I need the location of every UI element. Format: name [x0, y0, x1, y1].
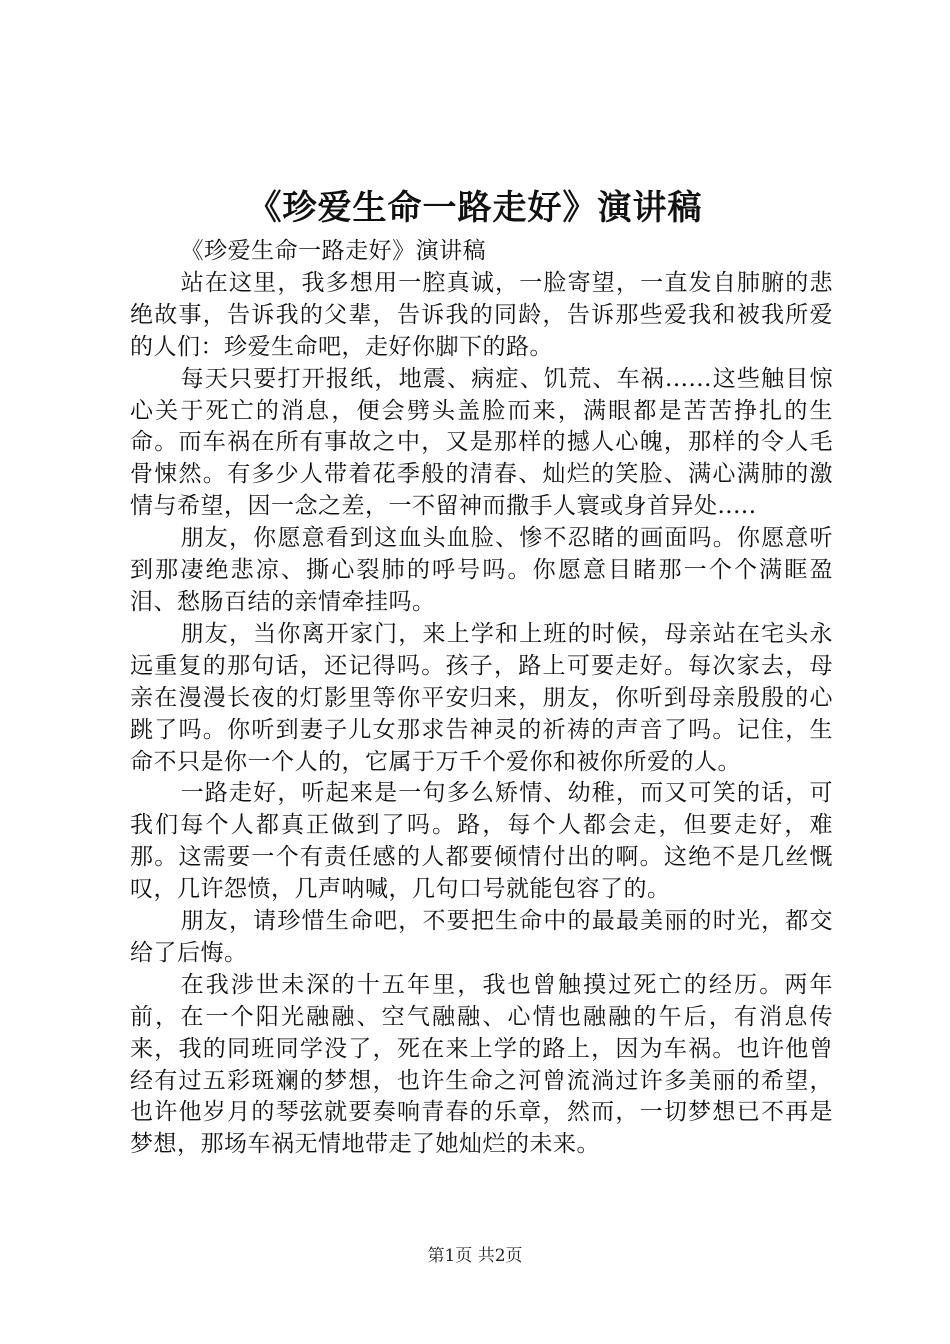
paragraph: 在我涉世未深的十五年里，我也曾触摸过死亡的经历。两年前，在一个阳光融融、空气融融、心情也融融的午后，有消息传来，我的同班同学没了，死在来上学的路上，因为车祸。也许他曾经有过五彩斑斓的梦想，也许生命之河曾流淌过许多美丽的希望，也许他岁月的琴弦就要奏响青春的乐章，然而，一切梦想已不再是梦想，那场车祸无情地带走了她灿烂的未来。	[130, 971, 833, 1158]
paragraph: 朋友，请珍惜生命吧，不要把生命中的最最美丽的时光，都交给了后悔。	[130, 908, 833, 966]
page-footer: 第1页 共2页	[427, 1246, 523, 1266]
paragraph: 朋友，你愿意看到这血头血脸、惨不忍睹的画面吗。你愿意听到那凄绝悲凉、撕心裂肺的呼号吗。你愿意目睹那一个个满眶盈泪、愁肠百结的亲情牵挂吗。	[130, 525, 833, 615]
paragraph: 站在这里，我多想用一腔真诚，一脸寄望，一直发自肺腑的悲绝故事，告诉我的父辈，告诉我的同龄，告诉那些爱我和被我所爱的人们：珍爱生命吧，走好你脚下的路。	[130, 269, 833, 360]
paragraph-subtitle: 《珍爱生命一路走好》演讲稿	[180, 238, 487, 264]
document-title: 《珍爱生命一路走好》演讲稿	[247, 188, 703, 228]
document-body	[130, 236, 833, 1161]
paragraph: 每天只要打开报纸，地震、病症、饥荒、车祸......这些触目惊心关于死亡的消息，便会劈头盖脸而来，满眼都是苦苦挣扎的生命。而车祸在所有事故之中，又是那样的撼人心魄，那样的令人毛骨悚然。有多少人带着花季般的清春、灿烂的笑脸、满心满肺的激情与希望，因一念之差，一不留神而撒手人寰或身首异处.....	[130, 365, 833, 520]
paragraph: 一路走好，听起来是一句多么矫情、幼稚，而又可笑的话，可我们每个人都真正做到了吗。路，每个人都会走，但要走好，难那。这需要一个有责任感的人都要倾情付出的啊。这绝不是几丝慨叹，几许怨愤，几声呐喊，几句口号就能包容了的。	[130, 780, 833, 903]
paragraph: 朋友，当你离开家门，来上学和上班的时候，母亲站在宅头永远重复的那句话，还记得吗。孩子，路上可要走好。每次家去，母亲在漫漫长夜的灯影里等你平安归来，朋友，你听到母亲殷殷的心跳了吗。你听到妻子儿女那求告神灵的祈祷的声音了吗。记住，生命不只是你一个人的，它属于万千个爱你和被你所爱的人。	[130, 620, 833, 775]
